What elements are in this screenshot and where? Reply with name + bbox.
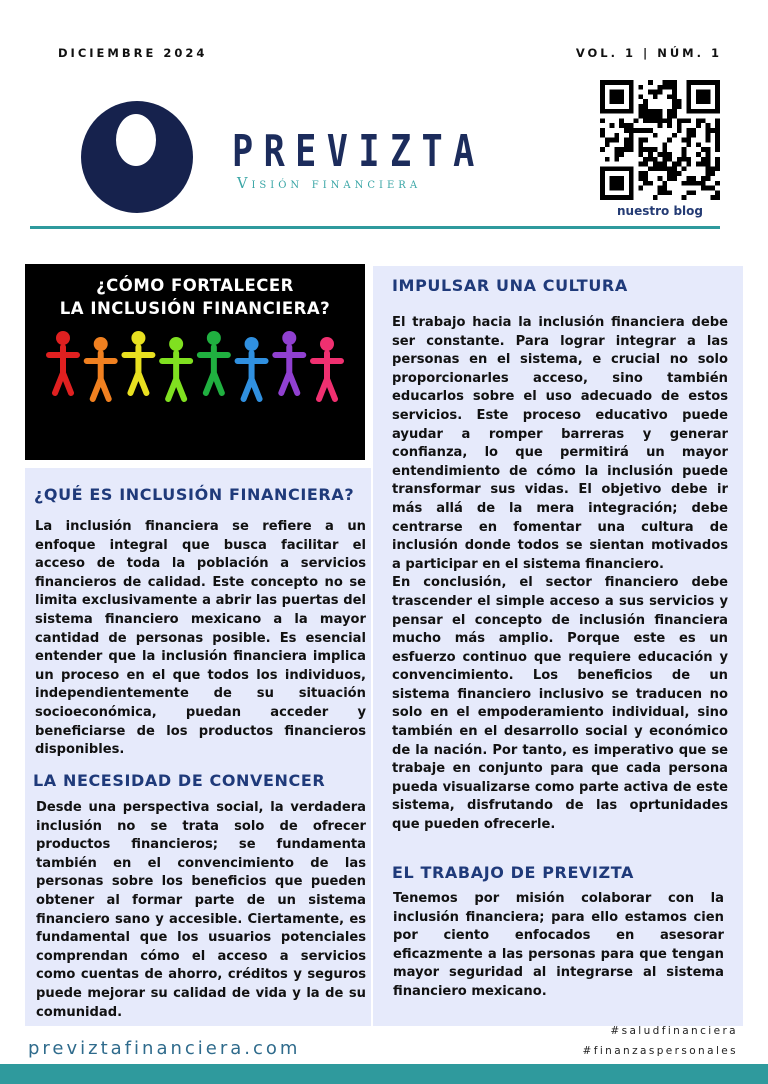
- person-figure-icon: [124, 331, 152, 393]
- brand-name: PREVIZTA: [232, 126, 485, 177]
- section-heading-que-es: ¿QUÉ ES INCLUSIÓN FINANCIERA?: [34, 485, 355, 504]
- section-body-cultura: [392, 314, 728, 835]
- person-figure-icon: [238, 337, 266, 399]
- person-figure-icon: [49, 331, 77, 393]
- person-figure-icon: [162, 337, 190, 399]
- hashtag: #finanzaspersonales: [582, 1045, 738, 1057]
- person-figure-icon: [313, 337, 341, 399]
- section-body-necesidad: [36, 799, 366, 1022]
- blog-link[interactable]: nuestro blog: [617, 204, 703, 218]
- section-heading-cultura: IMPULSAR UNA CULTURA: [392, 276, 628, 295]
- section-heading-necesidad: LA NECESIDAD DE CONVENCER: [33, 771, 326, 790]
- hero-title-line1: ¿CÓMO FORTALECER: [96, 276, 294, 295]
- section-heading-trabajo: EL TRABAJO DE PREVIZTA: [392, 863, 634, 882]
- paragraph: El trabajo hacia la inclusión financiera debe ser constante. Para lograr integrar a las personas en el sistema, e crucial no solo proporcionarles acceso, sino también educarlos sobre el uso adecuado de estos servicios. Este proceso educativo puede ayudar a romper barreras y generar confianza, lo que permitirá un mayor entendimiento de cómo la inclusión puede transformar sus vidas. El objetivo debe ir más allá de la mera integración; debe centrarse en fomentar una cultura de inclusión donde todos se sientan motivados a participar en el sistema financiero.: [392, 315, 728, 572]
- paragraph: En conclusión, el sector financiero debe trascender el simple acceso a sus servicios y pensar el concepto de inclusión financiera mucho más amplio. Porque este es un esfuerzo continuo que requiere educación y convencimiento. Los beneficios de un sistema financiero inclusivo se traducen no solo en el empoderamiento individual, sino también en el desarrollo social y económico de la nación. Por tanto, es imperativo que se trabaje en conjunto para que cada persona pueda visualizarse como parte activa de este sistema, disfrutando de las oprtunidades que pueden ofrecerle.: [392, 575, 728, 833]
- hero-title-line2: LA INCLUSIÓN FINANCIERA?: [59, 299, 331, 318]
- hashtag: #saludfinanciera: [610, 1025, 738, 1037]
- qr-code-icon[interactable]: [600, 80, 720, 200]
- header-divider: [30, 226, 720, 229]
- section-body-que-es: [35, 518, 366, 760]
- logo-dot-icon: [116, 114, 156, 166]
- person-figure-icon: [275, 331, 303, 393]
- footer-bar: [0, 1064, 768, 1084]
- issue-date: DICIEMBRE 2024: [58, 46, 208, 60]
- brand-tagline: Visión financiera: [237, 176, 422, 192]
- hero-banner: [25, 264, 365, 460]
- website-link[interactable]: previztafinanciera.com: [28, 1038, 301, 1059]
- paragraph: Desde una perspectiva social, la verdadera inclusión no se trata solo de ofrecer productos financieros; se fundamenta también en el convencimiento de las personas sobre los beneficios que pueden obtener al formar parte de un sistema financiero sano y accesible. Ciertamente, es fundamental que los usuarios potenciales comprendan cómo el acceso a servicios como cuentas de ahorro, créditos y seguros puede mejorar su calidad de vida y la de su comunidad.: [36, 800, 366, 1020]
- paragraph: Tenemos por misión colaborar con la inclusión financiera; para ello estamos cien por ciento enfocados en asesorar eficazmente a las personas para que tengan mayor seguridad al integrarse al sistema financiero mexicano.: [393, 891, 724, 999]
- issue-volume: VOL. 1 | NÚM. 1: [575, 46, 722, 60]
- paragraph: La inclusión financiera se refiere a un enfoque integral que busca facilitar el acceso de toda la población a servicios financieros de calidad. Este concepto no se limita exclusivamente a abrir las puertas del sistema financiero mexicano a la mayor cantidad de personas posible. Es esencial entender que la inclusión financiera implica un proceso en el que todos los individuos, independientemente de su situación socioeconómica, puedan acceder y beneficiarse de los productos financieros disponibles.: [35, 519, 366, 758]
- hero-title: [25, 274, 365, 320]
- section-body-trabajo: [393, 890, 724, 1002]
- person-figure-icon: [87, 337, 115, 399]
- people-illustration-icon: [45, 324, 345, 404]
- person-figure-icon: [200, 331, 228, 393]
